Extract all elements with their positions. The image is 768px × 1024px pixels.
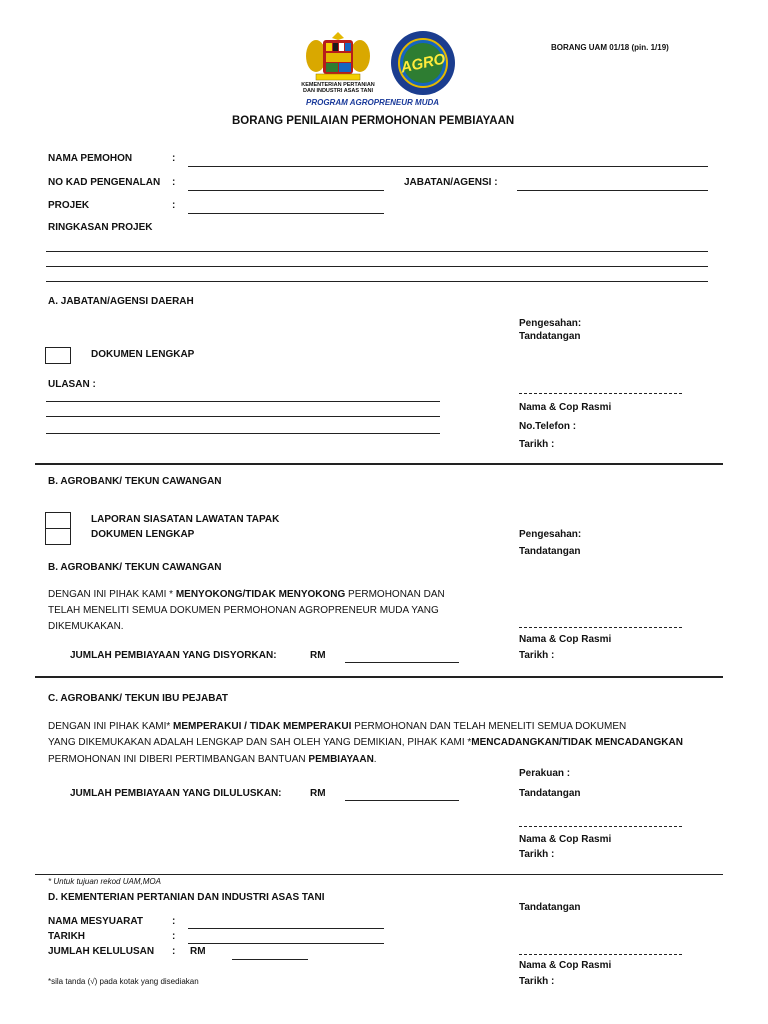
signature-line[interactable] <box>519 627 682 628</box>
ministry-line-1: KEMENTERIAN PERTANIAN <box>301 82 375 88</box>
section-c-title: C. AGROBANK/ TEKUN IBU PEJABAT <box>48 693 229 704</box>
text-segment: PEMBIAYAAN <box>308 754 374 765</box>
text-segment: DENGAN INI PIHAK KAMI* <box>48 721 174 732</box>
footnote: * Untuk tujuan rekod UAM,MOA <box>48 877 161 886</box>
program-name: PROGRAM AGROPRENEUR MUDA <box>306 98 440 107</box>
nama-cop-label: Nama & Cop Rasmi <box>519 634 612 645</box>
colon: : <box>172 153 176 164</box>
dokumen-lengkap-checkbox[interactable] <box>45 528 71 545</box>
nama-cop-label: Nama & Cop Rasmi <box>519 402 612 413</box>
section-d-title: D. KEMENTERIAN PERTANIAN DAN INDUSTRI ASAS TANI <box>48 892 325 903</box>
section-divider <box>35 676 723 678</box>
agro-logo-text: AGRO <box>399 50 447 77</box>
applicant-name-field[interactable] <box>188 166 708 167</box>
tandatangan-label: Tandatangan <box>519 546 581 557</box>
dokumen-lengkap-label: DOKUMEN LENGKAP <box>91 529 195 540</box>
department-label: JABATAN/AGENSI : <box>404 177 498 188</box>
pengesahan-label: Pengesahan: <box>519 529 582 540</box>
ic-number-field[interactable] <box>188 190 384 191</box>
tarikh-label: Tarikh : <box>519 849 555 860</box>
section-divider <box>35 463 723 465</box>
tarikh-label: Tarikh : <box>519 650 555 661</box>
project-field[interactable] <box>188 213 384 214</box>
perakuan-label: Perakuan : <box>519 768 571 779</box>
form-code: BORANG UAM 01/18 (pin. 1/19) <box>551 43 669 52</box>
rm-label: RM <box>310 788 326 799</box>
section-b-subtitle: B. AGROBANK/ TEKUN CAWANGAN <box>48 562 222 573</box>
text-segment: YANG DIKEMUKAKAN ADALAH LENGKAP DAN SAH OLEH YANG DEMIKIAN, PIHAK KAMI * <box>48 737 472 748</box>
approved-amount-label: JUMLAH PEMBIAYAAN YANG DILULUSKAN: <box>70 788 282 799</box>
signature-line[interactable] <box>519 826 682 827</box>
colon: : <box>172 200 176 211</box>
colon: : <box>172 916 176 927</box>
rm-label: RM <box>310 650 326 661</box>
colon: : <box>172 946 176 957</box>
section-c-paragraph-line-1 <box>48 721 626 733</box>
dokumen-lengkap-label: DOKUMEN LENGKAP <box>91 349 195 360</box>
colon: : <box>172 931 176 942</box>
project-label: PROJEK <box>48 200 90 211</box>
ministry-name <box>292 82 384 94</box>
meeting-name-label: NAMA MESYUARAT <box>48 916 143 927</box>
ministry-line-2: DAN INDUSTRI ASAS TANI <box>303 88 373 94</box>
ulasan-line[interactable] <box>46 433 440 434</box>
total-approval-label: JUMLAH KELULUSAN <box>48 946 155 957</box>
recommended-amount-field[interactable] <box>345 662 459 663</box>
tarikh-label: Tarikh : <box>519 439 555 450</box>
approved-amount-field[interactable] <box>345 800 459 801</box>
meeting-date-label: TARIKH <box>48 931 86 942</box>
tarikh-label: Tarikh : <box>519 976 555 987</box>
project-summary-line[interactable] <box>46 251 708 252</box>
approval-choice: MEMPERAKUI / TIDAK MEMPERAKUI <box>173 721 352 732</box>
agro-logo <box>383 30 463 96</box>
page-title: BORANG PENILAIAN PERMOHONAN PEMBIAYAAN <box>232 115 515 127</box>
tandatangan-label: Tandatangan <box>519 331 581 342</box>
support-choice: MENYOKONG/TIDAK MENYOKONG <box>175 589 346 600</box>
coat-of-arms-logo <box>298 30 378 82</box>
laporan-checkbox[interactable] <box>45 512 71 529</box>
department-field[interactable] <box>517 190 708 191</box>
meeting-date-field[interactable] <box>188 943 384 944</box>
ulasan-label: ULASAN : <box>48 379 96 390</box>
text-segment: DENGAN INI PIHAK KAMI * <box>48 589 176 600</box>
text-segment: PERMOHONAN DAN <box>345 589 445 600</box>
text-segment: . <box>373 754 377 765</box>
section-b-paragraph-line-2: TELAH MENELITI SEMUA DOKUMEN PERMOHONAN AGROPRENEUR MUDA YANG <box>48 605 439 616</box>
dokumen-lengkap-checkbox[interactable] <box>45 347 71 364</box>
text-segment: PERMOHONAN INI DIBERI PERTIMBANGAN BANTUAN <box>48 754 309 765</box>
pengesahan-label: Pengesahan: <box>519 318 582 329</box>
signature-line[interactable] <box>519 954 682 955</box>
ulasan-line[interactable] <box>46 401 440 402</box>
tandatangan-label: Tandatangan <box>519 788 581 799</box>
section-c-paragraph-line-2 <box>48 737 683 749</box>
colon: : <box>172 177 176 188</box>
text-segment: PERMOHONAN DAN TELAH MENELITI SEMUA DOKUMEN <box>351 721 627 732</box>
applicant-name-label: NAMA PEMOHON <box>48 153 133 164</box>
ulasan-line[interactable] <box>46 416 440 417</box>
recommended-amount-label: JUMLAH PEMBIAYAAN YANG DISYORKAN: <box>70 650 277 661</box>
section-b-paragraph-line-1 <box>48 589 445 601</box>
section-b-title: B. AGROBANK/ TEKUN CAWANGAN <box>48 476 222 487</box>
telefon-label: No.Telefon : <box>519 421 577 432</box>
nama-cop-label: Nama & Cop Rasmi <box>519 834 612 845</box>
rm-label: RM <box>190 946 206 957</box>
section-a-title: A. JABATAN/AGENSI DAERAH <box>48 296 194 307</box>
recommend-choice: MENCADANGKAN/TIDAK MENCADANGKAN <box>471 737 683 748</box>
project-summary-label: RINGKASAN PROJEK <box>48 222 153 233</box>
nama-cop-label: Nama & Cop Rasmi <box>519 960 612 971</box>
signature-line[interactable] <box>519 393 682 394</box>
tandatangan-label: Tandatangan <box>519 902 581 913</box>
laporan-label: LAPORAN SIASATAN LAWATAN TAPAK <box>91 514 280 525</box>
checkbox-instruction: *sila tanda (√) pada kotak yang disediakan <box>48 977 199 986</box>
project-summary-line[interactable] <box>46 281 708 282</box>
project-summary-line[interactable] <box>46 266 708 267</box>
section-divider <box>35 874 723 875</box>
meeting-name-field[interactable] <box>188 928 384 929</box>
ic-number-label: NO KAD PENGENALAN <box>48 177 161 188</box>
section-b-paragraph-line-3: DIKEMUKAKAN. <box>48 621 124 632</box>
total-approval-field[interactable] <box>232 959 308 960</box>
section-c-paragraph-line-3 <box>48 754 377 766</box>
